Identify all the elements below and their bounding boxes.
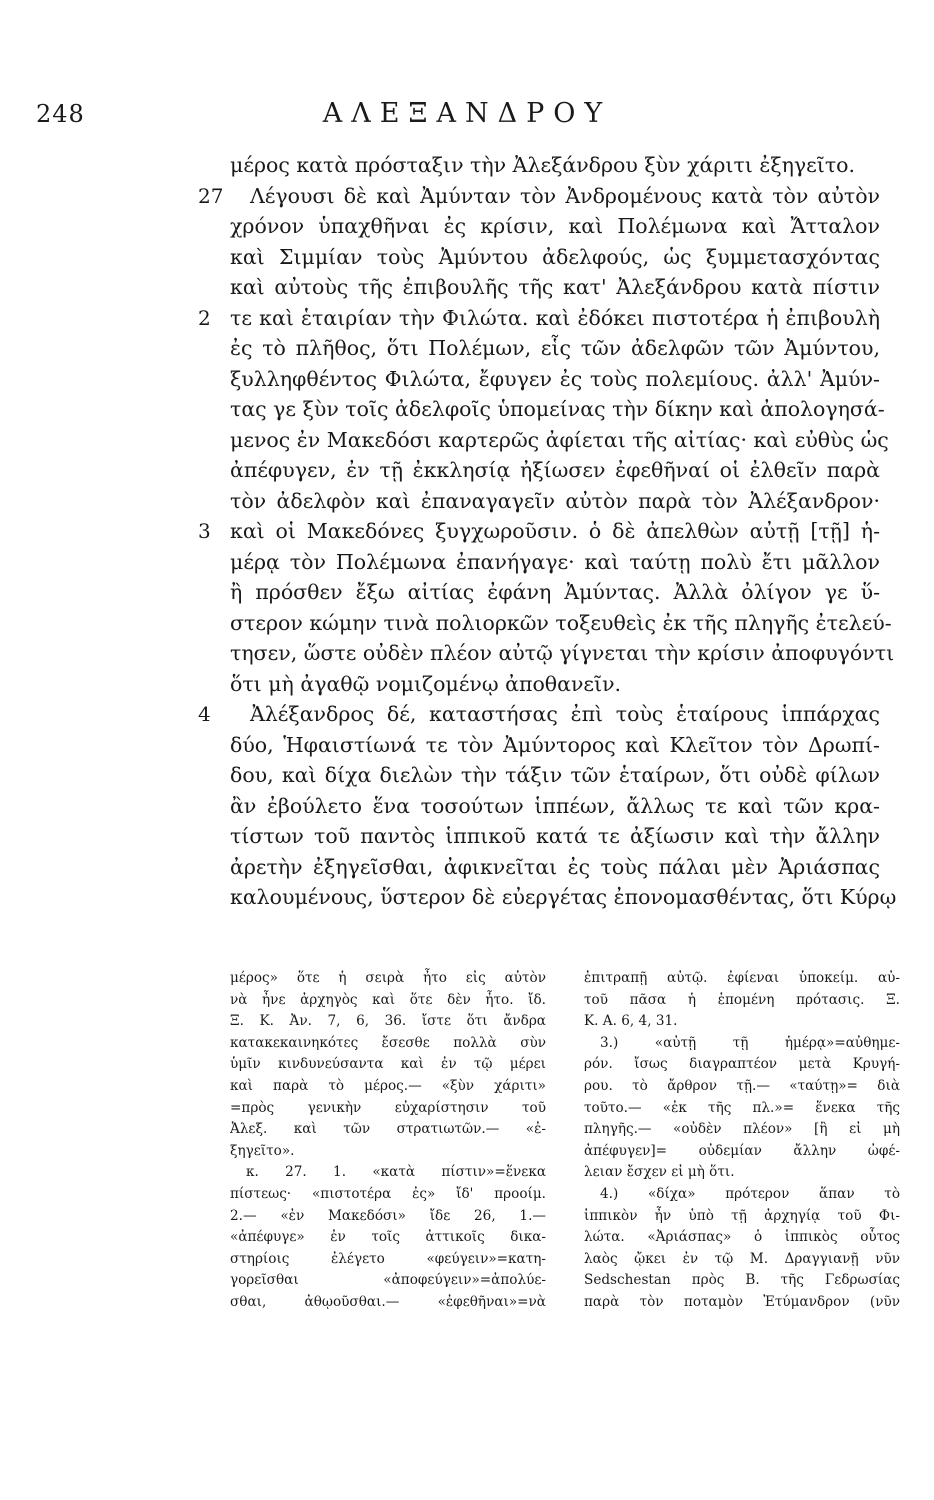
text-line: [230, 669, 880, 700]
footnote-line: μέρος» ὅτε ἡ σειρὰ ἦτο εἰς αὐτὸν: [230, 970, 546, 986]
text-line-content: τίστων τοῦ παντὸς ἱππικοῦ κατά τε ἀξίωσιν καὶ τὴν ἄλλην: [230, 824, 880, 848]
text-line-content: τε καὶ ἑταιρίαν τὴν Φιλώτα. καὶ ἐδόκει πιστοτέρα ἡ ἐπιβουλὴ: [230, 305, 880, 330]
footnote-line: σθαι, ἀθῳοῦσθαι.— «ἐφεθῆναι»=νὰ: [230, 1293, 546, 1310]
footnote-line: κατακεκαινηκότες ἔσεσθε πολλὰ σὺν: [230, 1034, 546, 1051]
footnote-line: 4.) «δίχα» πρότερον ἅπαν τὸ: [600, 1185, 900, 1202]
text-line: [230, 394, 885, 425]
text-line: [230, 577, 880, 608]
footnote-line: τοῦ πᾶσα ἡ ἑπομένη πρότασις. Ξ.: [584, 991, 900, 1008]
main-text: [198, 150, 897, 913]
text-line: [230, 791, 880, 822]
page-number: 248: [36, 100, 85, 128]
text-line: [230, 821, 880, 852]
text-line: [230, 211, 880, 242]
text-line-content: μενος ἐν Μακεδόσι καρτερῶς ἀφίεται τῆς αἰτίας· καὶ εὐθὺς ὡς: [230, 427, 889, 452]
text-line-content: Λέγουσι δὲ καὶ Ἀμύνταν τὸν Ἀνδρομένους κατὰ τὸν αὐτὸν: [250, 183, 880, 208]
text-line-content: δύο, Ἡφαιστίωνά τε τὸν Ἀμύντορος καὶ Κλεῖτον τὸν Δρωπί-: [230, 732, 880, 757]
footnote-line: 2.— «ἐν Μακεδόσι» ἴδε 26, 1.—: [230, 1207, 546, 1224]
footnote-line: πίστεως· «πιστοτέρα ἐς» ἴδ' προοίμ.: [230, 1185, 546, 1202]
footnote-line: ὑμῖν κινδυνεύσαντα καὶ ἐν τῷ μέρει: [230, 1056, 546, 1073]
text-line-content: καὶ οἱ Μακεδόνες ξυγχωροῦσιν. ὁ δὲ ἀπελθὼν αὐτῇ [τῇ] ἡ-: [230, 519, 880, 543]
text-line-content: ἀρετὴν ἐξηγεῖσθαι, ἀφικνεῖται ἐς τοὺς πάλαι μὲν Ἀριάσπας: [230, 854, 880, 879]
footnote-line: ρόν. ἴσως διαγραπτέον μετὰ Κρυγή-: [584, 1056, 900, 1073]
footnote-line: Ἀλεξ. καὶ τῶν στρατιωτῶν.— «ἐ-: [230, 1121, 546, 1138]
text-line: [230, 882, 897, 913]
running-head: ΑΛΕΞΑΝΔΡΟΥ: [322, 98, 612, 129]
text-line: [230, 730, 880, 761]
text-line: [230, 242, 880, 273]
text-line: [230, 425, 889, 456]
footnote-line: Sedschestan πρὸς Β. τῆς Γεδρωσίας: [584, 1272, 900, 1289]
text-line: [230, 852, 880, 883]
text-line-content: Ἀλέξανδρος δέ, καταστήσας ἐπὶ τοὺς ἑταίρους ἱππάρχας: [250, 702, 880, 726]
section-number: 4: [198, 702, 211, 726]
text-line: [198, 516, 880, 547]
text-line-content: ἂν ἐβούλετο ἕνα τοσούτων ἱππέων, ἄλλως τε καὶ τῶν κρα-: [230, 793, 880, 818]
text-line: [230, 364, 880, 395]
footnote-line: ξηγεῖτο».: [230, 1142, 295, 1159]
footnotes-left-column: [230, 968, 546, 1314]
footnote-line: τοῦτο.— «ἐκ τῆς πλ.»= ἕνεκα τῆς: [584, 1099, 900, 1116]
footnote-line: ρου. τὸ ἄρθρον τῇ.— «ταύτῃ»= διὰ: [584, 1077, 900, 1094]
text-line-content: δου, καὶ δίχα διελὼν τὴν τάξιν τῶν ἑταίρων, ὅτι οὐδὲ φίλων: [230, 763, 880, 787]
text-line-content: ξυλληφθέντος Φιλώτα, ἔφυγεν ἐς τοὺς πολεμίους. ἀλλ' Ἀμύν-: [230, 366, 880, 391]
footnote-line: Ξ. Κ. Ἀν. 7, 6, 36. ἴστε ὅτι ἄνδρα: [230, 1013, 546, 1030]
footnote-line: ἐπιτραπῇ αὐτῷ. ἐφίεναι ὑποκείμ. αὐ-: [584, 970, 900, 986]
footnote-line: λώτα. «Ἀριάσπας» ὁ ἱππικὸς οὗτος: [584, 1229, 900, 1246]
text-line: [230, 547, 880, 578]
text-line: [230, 486, 880, 517]
footnote-line: παρὰ τὸν ποταμὸν Ἐτύμανδρον (νῦν: [584, 1293, 900, 1310]
footnote-line: =πρὸς γενικὴν εὐχαρίστησιν τοῦ: [230, 1099, 546, 1116]
text-line-content: τας γε ξὺν τοῖς ἀδελφοῖς ὑπομείνας τὴν δίκην καὶ ἀπολογησά-: [230, 397, 885, 421]
text-line-content: στερον κώμην τινὰ πολιορκῶν τοξευθεὶς ἐκ τῆς πληγῆς ἐτελεύ-: [230, 610, 892, 635]
text-line-content: ἐς τὸ πλῆθος, ὅτι Πολέμων, εἷς τῶν ἀδελφῶν τῶν Ἀμύντου,: [230, 336, 880, 360]
text-line: [230, 455, 880, 486]
footnote-line: κ. 27. 1. «κατὰ πίστιν»=ἕνεκα: [246, 1164, 546, 1181]
text-line-content: ἀπέφυγεν, ἐν τῇ ἐκκλησίᾳ ἠξίωσεν ἐφεθῆναί οἱ ἐλθεῖν παρὰ: [230, 458, 880, 482]
text-line-content: τὸν ἀδελφὸν καὶ ἐπαναγαγεῖν αὐτὸν παρὰ τὸν Ἀλέξανδρον·: [230, 488, 880, 513]
footnote-line: Κ. Α. 6, 4, 31.: [584, 1013, 678, 1030]
footnotes-right-column: [584, 968, 900, 1314]
text-line: [230, 150, 880, 181]
text-line-content: καλουμένους, ὕστερον δὲ εὐεργέτας ἐπονομασθέντας, ὅτι Κύρῳ: [230, 885, 897, 909]
text-line-content: καὶ αὐτοὺς τῆς ἐπιβουλῆς τῆς κατ' Ἀλεξάνδρου κατὰ πίστιν: [230, 275, 880, 299]
text-line-content: χρόνον ὑπαχθῆναι ἐς κρίσιν, καὶ Πολέμωνα καὶ Ἄτταλον: [230, 214, 880, 238]
text-line-content: τησεν, ὥστε οὐδὲν πλέον αὐτῷ γίγνεται τὴν κρίσιν ἀποφυγόντι: [230, 641, 895, 665]
footnote-line: γορεῖσθαι «ἀποφεύγειν»=ἀπολύε-: [230, 1272, 546, 1289]
text-line: [230, 333, 880, 364]
footnote-line: καὶ παρὰ τὸ μέρος.— «ξὺν χάριτι»: [230, 1077, 546, 1094]
footnote-line: στηρίοις ἐλέγετο «φεύγειν»=κατη-: [230, 1250, 546, 1267]
text-line: [198, 303, 880, 334]
section-number: 2: [198, 305, 211, 330]
footnote-line: «ἀπέφυγε» ἐν τοῖς ἀττικοῖς δικα-: [230, 1229, 546, 1246]
text-line-content: ὅτι μὴ ἀγαθῷ νομιζομένῳ ἀποθανεῖν.: [230, 671, 622, 696]
footnote-line: πληγῆς.— «οὐδὲν πλέον» [ἢ εἰ μὴ: [584, 1121, 900, 1138]
footnote-line: ἀπέφυγεν]= οὐδεμίαν ἄλλην ὠφέ-: [584, 1142, 900, 1159]
footnote-line: ἱππικὸν ἦν ὑπὸ τῇ ἀρχηγίᾳ τοῦ Φι-: [584, 1207, 900, 1224]
text-line-content: ἢ πρόσθεν ἔξω αἰτίας ἐφάνη Ἀμύντας. Ἀλλὰ ὀλίγον γε ὕ-: [230, 580, 880, 604]
text-line-content: μέρος κατὰ πρόσταξιν τὴν Ἀλεξάνδρου ξὺν χάριτι ἐξηγεῖτο.: [230, 153, 856, 177]
footnote-line: λειαν ἔσχεν εἰ μὴ ὅτι.: [584, 1164, 735, 1181]
footnote-line: λαὸς ᾤκει ἐν τῷ Μ. Δραγγιανῇ νῦν: [584, 1250, 900, 1267]
text-line: [230, 608, 892, 639]
text-line: [198, 181, 880, 212]
section-number: 27: [198, 183, 224, 208]
text-line: [230, 638, 895, 669]
footnote-line: νὰ ἦνε ἀρχηγὸς καὶ ὅτε δὲν ἦτο. ἴδ.: [230, 991, 546, 1008]
text-line: [230, 272, 880, 303]
section-number: 3: [198, 519, 211, 543]
text-line-content: καὶ Σιμμίαν τοὺς Ἀμύντου ἀδελφούς, ὡς ξυμμετασχόντας: [230, 244, 880, 269]
text-line: [198, 699, 880, 730]
text-line-content: μέρᾳ τὸν Πολέμωνα ἐπανήγαγε· καὶ ταύτῃ πολὺ ἔτι μᾶλλον: [230, 549, 880, 574]
footnote-line: 3.) «αὐτῇ τῇ ἡμέρᾳ»=αὐθημε-: [600, 1034, 900, 1051]
text-line: [230, 760, 880, 791]
